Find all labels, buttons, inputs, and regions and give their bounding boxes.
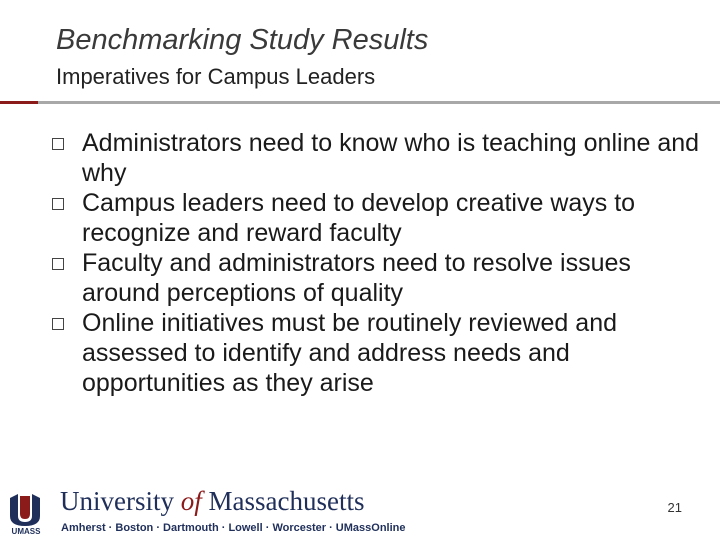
square-bullet-icon: [52, 318, 64, 330]
university-name-of: of: [180, 486, 202, 516]
list-item: [52, 188, 702, 248]
list-item: [52, 308, 702, 398]
campus-list: Amherst · Boston · Dartmouth · Lowell · Worcester · UMassOnline: [61, 522, 406, 534]
square-bullet-icon: [52, 198, 64, 210]
page-number: 21: [667, 500, 682, 515]
bullet-list: [52, 128, 702, 398]
university-name: [60, 486, 365, 517]
header-rule-accent: [0, 101, 38, 104]
header-rule: [38, 101, 720, 104]
bullet-text: Campus leaders need to develop creative ways to recognize and reward faculty: [82, 189, 636, 247]
bullet-text: Faculty and administrators need to resolve issues around perceptions of quality: [82, 249, 631, 307]
square-bullet-icon: [52, 258, 64, 270]
slide-title: Benchmarking Study Results: [56, 24, 429, 56]
list-item: [52, 128, 702, 188]
bullet-text: Online initiatives must be routinely reviewed and assessed to identify and address needs and opportunities as they arise: [82, 309, 617, 397]
list-item: [52, 248, 702, 308]
slide-subtitle: Imperatives for Campus Leaders: [56, 64, 376, 89]
logo-wordmark: UMASS: [11, 527, 41, 536]
bullet-text: Administrators need to know who is teaching online and why: [82, 129, 700, 187]
square-bullet-icon: [52, 138, 64, 150]
university-name-part: Massachusetts: [201, 486, 365, 516]
university-name-part: University: [60, 486, 181, 516]
umass-logo-icon: [6, 490, 46, 536]
